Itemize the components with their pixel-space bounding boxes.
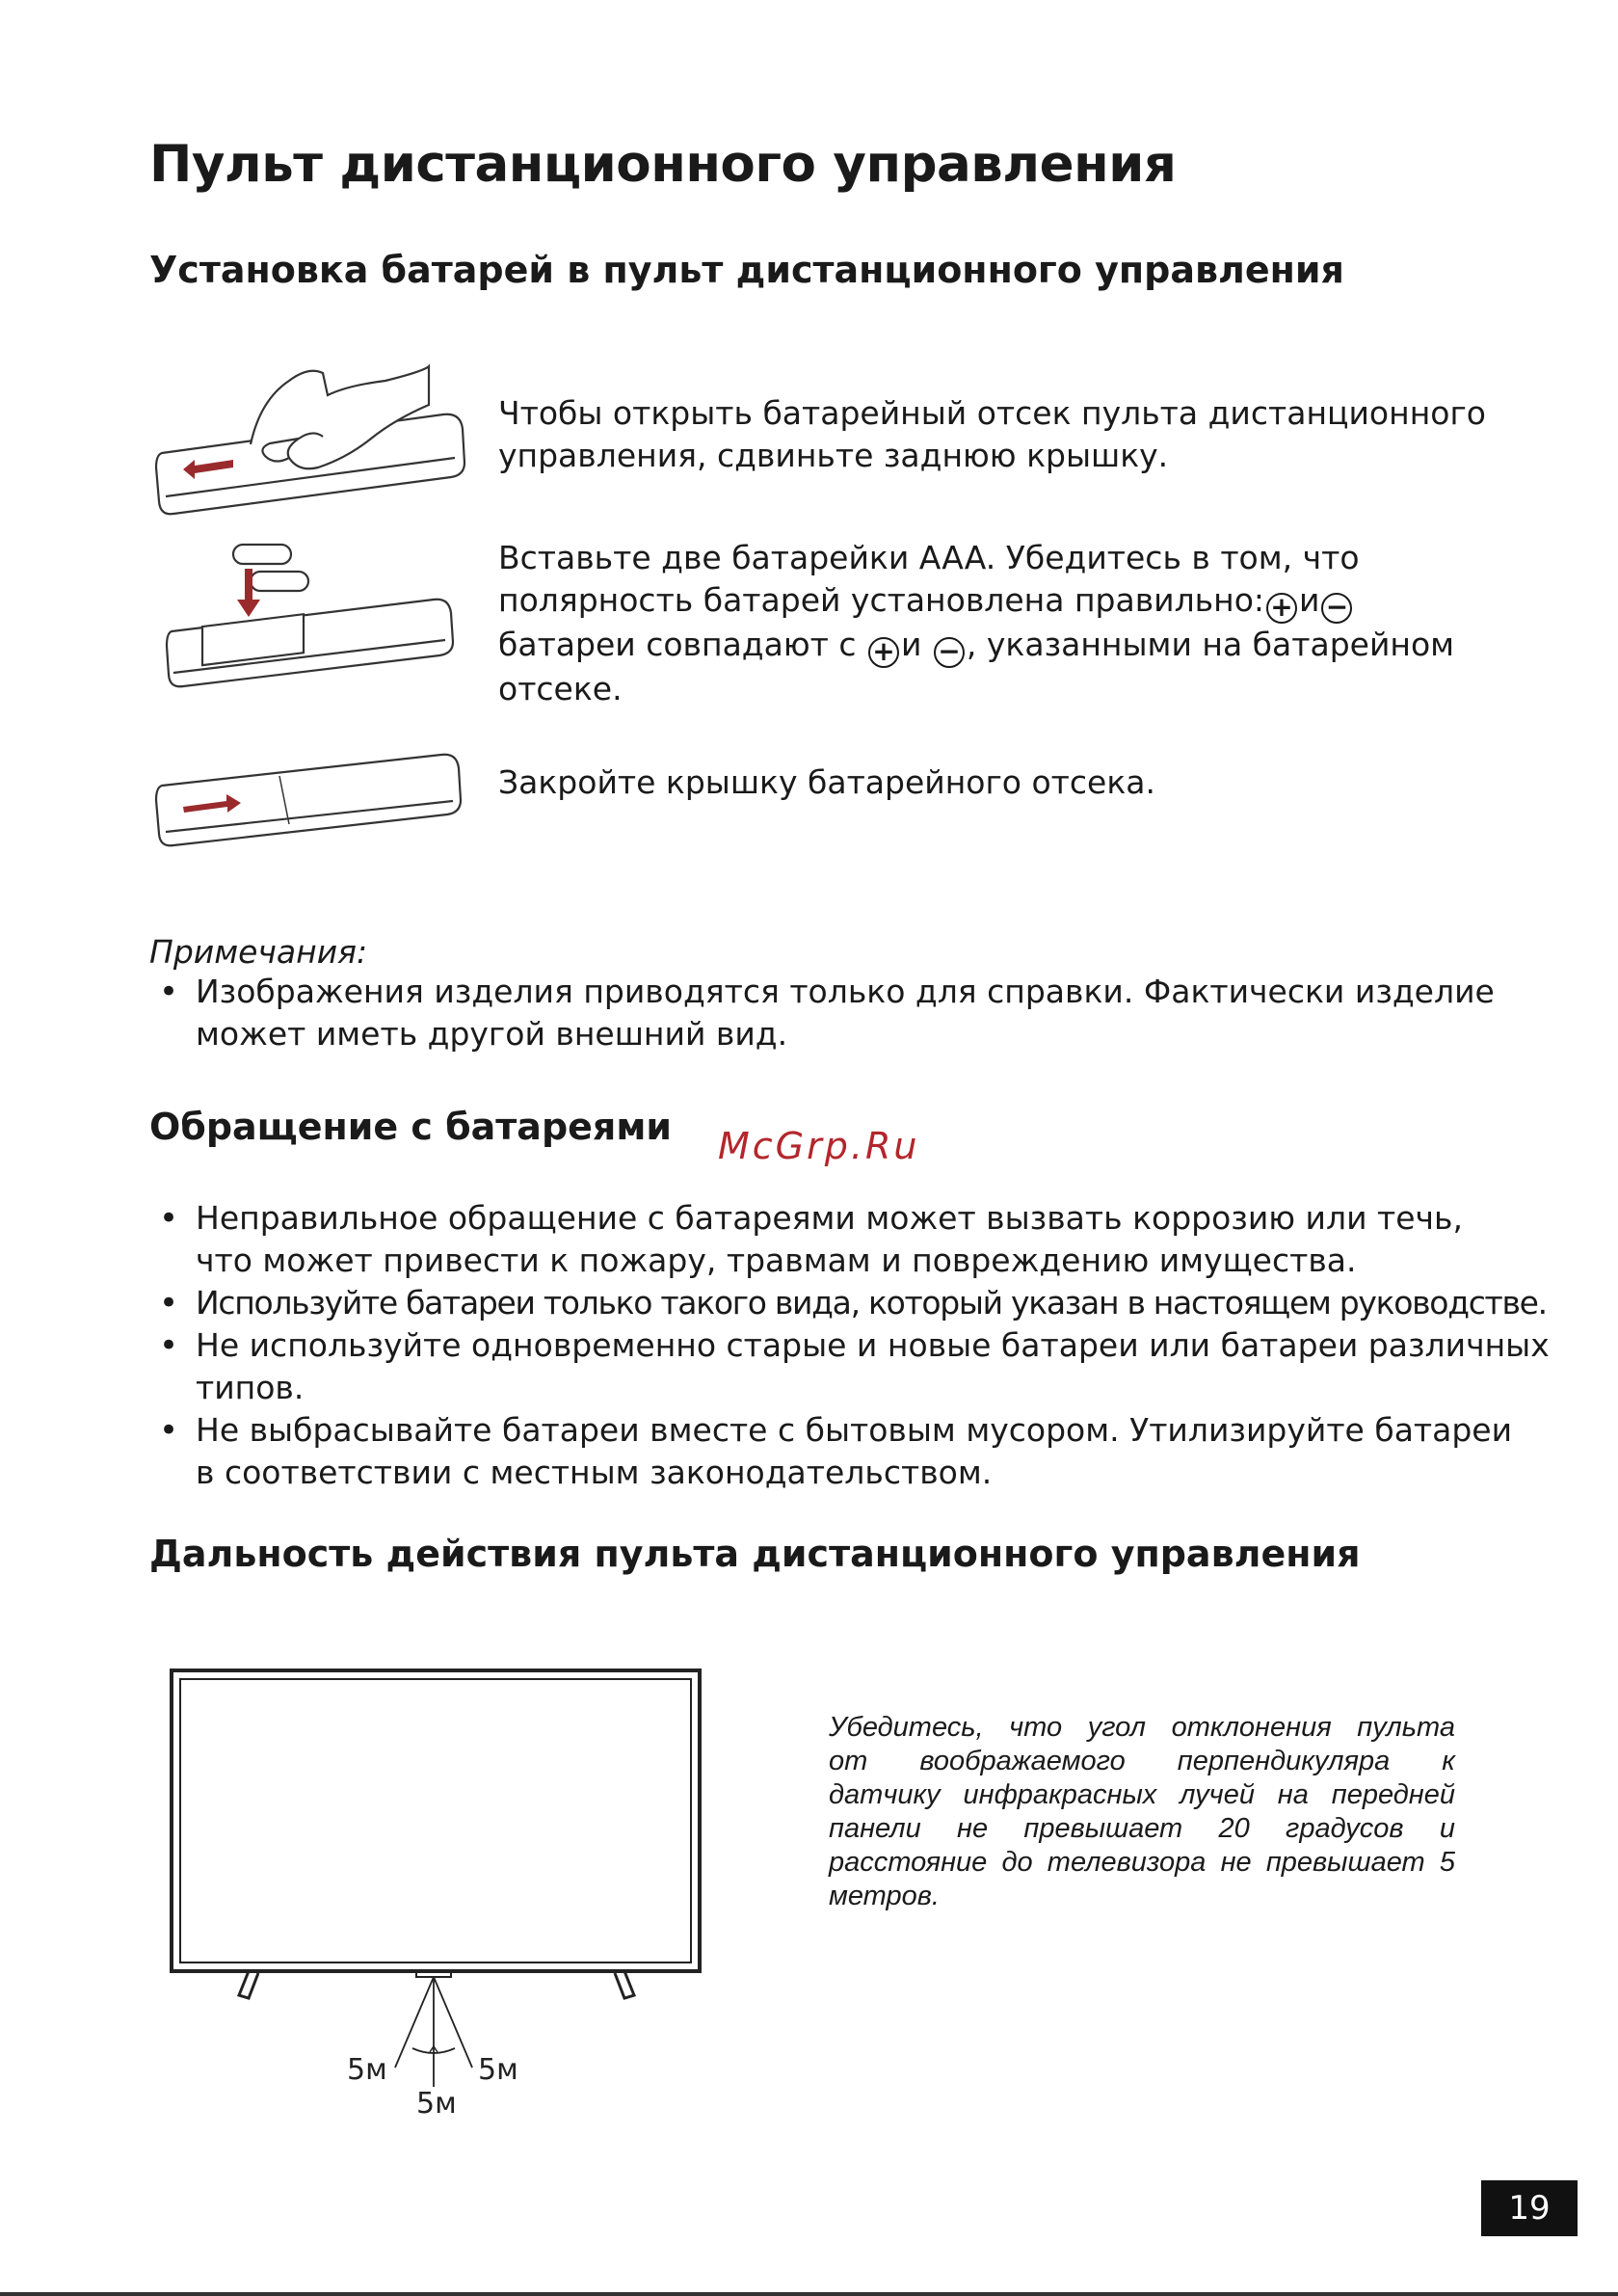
- step1-text: [498, 392, 1486, 477]
- notes-list: [149, 971, 1495, 1055]
- distance-left-label: 5м: [347, 2053, 387, 2087]
- step3-text: [498, 761, 1155, 804]
- remote-open-cover-illustration: [154, 361, 472, 516]
- step2-line3: батареи совпадают с + и − , указанными на батарейном: [498, 626, 1455, 667]
- minus-icon: −: [1321, 593, 1352, 624]
- step2-text: [498, 537, 1454, 710]
- range-description: Убедитесь, что угол отклонения пульта от воображаемого перпендикуляра к датчику инфракрасных лучей на передней панели не превышает 20 градусов и расстояние до телевизора не превышает 5 метров.: [829, 1712, 1455, 1911]
- remote-insert-batteries-illustration: [164, 540, 463, 704]
- step2-line4: отсеке.: [498, 670, 623, 707]
- plus-icon: +: [868, 637, 899, 668]
- install-heading: Установка батарей в пульт дистанционного управления: [149, 249, 1344, 291]
- handling-heading: Обращение с батареями: [149, 1106, 673, 1148]
- notes-title: Примечания:: [149, 933, 368, 971]
- distance-right-label: 5м: [478, 2053, 518, 2087]
- watermark-logo: McGrp.Ru: [718, 1125, 920, 1167]
- step1-line1: Чтобы открыть батарейный отсек пульта дистанционного: [498, 394, 1486, 432]
- list-item: • Не используйте одновременно старые и новые батареи или батареи различных типов.: [149, 1324, 1550, 1409]
- tv-stand-left: [239, 1971, 258, 1998]
- tv-screen: [172, 1670, 700, 1971]
- tv-range-diagram: [164, 1663, 713, 2135]
- list-item: • Используйте батареи только такого вида, который указан в настоящем руководстве.: [149, 1282, 1550, 1324]
- battery-icon: [233, 545, 291, 564]
- page-title: Пульт дистанционного управления: [149, 135, 1177, 194]
- step2-line2: полярность батарей установлена правильно: + и −: [498, 579, 1454, 624]
- tv-stand-right: [615, 1971, 634, 1998]
- list-item: • Не выбрасывайте батареи вместе с бытовым мусором. Утилизируйте батареи в соответствии с местным законодательством.: [149, 1409, 1550, 1494]
- battery-icon: [251, 572, 308, 591]
- ir-sensor: [416, 1971, 451, 1977]
- remote-close-cover-illustration: [154, 747, 463, 858]
- list-item: • Изображения изделия приводятся только для справки. Фактически изделие может иметь другой внешний вид.: [149, 971, 1495, 1055]
- distance-center-label: 5м: [416, 2087, 457, 2121]
- minus-icon: −: [934, 637, 965, 668]
- range-heading: Дальность действия пульта дистанционного управления: [149, 1533, 1361, 1575]
- step1-line2: управления, сдвиньте заднюю крышку.: [498, 437, 1169, 474]
- page-number: 19: [1481, 2180, 1578, 2236]
- handling-list: [149, 1197, 1550, 1494]
- list-item: • Неправильное обращение с батареями может вызвать коррозию или течь, что может привести к пожару, травмам и повреждению имущества.: [149, 1197, 1550, 1282]
- plus-icon: +: [1266, 593, 1297, 624]
- step2-line1: Вставьте две батарейки AAA. Убедитесь в том, что: [498, 539, 1360, 576]
- bottom-divider: [0, 2292, 1618, 2296]
- step3-line1: Закройте крышку батарейного отсека.: [498, 763, 1155, 801]
